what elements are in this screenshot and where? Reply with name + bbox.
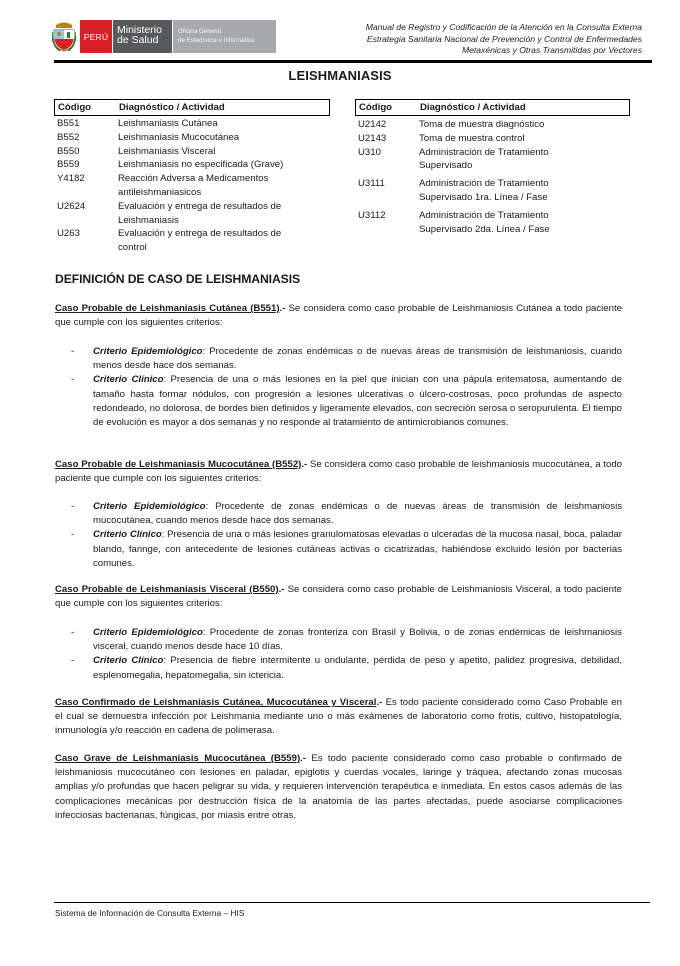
case-definition-cutanea	[55, 302, 622, 330]
case-text: Es todo paciente considerado como Caso Probable en el cual se demuestra infección por Leishmania mediante uno o más exámenes de laboratorio como frotis, cultivo, histopatología, inmunología y/o reacción en cadena de polimerasa.	[55, 697, 622, 737]
ministry-line-2: de Salud	[117, 34, 159, 46]
code-cell: U2624	[57, 200, 86, 212]
diagnosis-cell: Toma de muestra diagnóstico	[419, 119, 545, 130]
criteria-list	[70, 345, 622, 430]
criterion-item	[70, 500, 622, 528]
diagnosis-cell: Leishmaniasis Visceral	[118, 145, 216, 157]
diagnosis-cell: Administración de Tratamiento Supervisado 1ra. Línea / Fase	[419, 178, 549, 203]
criterion-label: Criterio Clínico	[93, 655, 164, 667]
diagnosis-cell: Reacción Adversa a Medicamentos antileishmaniasicos	[118, 173, 269, 198]
table-row	[355, 118, 630, 132]
criterion-item	[70, 373, 622, 430]
code-cell: U2143	[358, 132, 387, 144]
criterion-item	[70, 654, 622, 682]
criteria-list	[70, 626, 622, 683]
code-cell: U3111	[358, 178, 385, 190]
diagnosis-cell: Evaluación y entrega de resultados de Leishmaniasis	[118, 200, 282, 226]
criterion-text: : Presencia de fiebre intermitente u ondulante, pérdida de peso y apetito, palidez progresiva, debilidad, esplenomegalia, hepatomegalia, sin ictericia.	[93, 655, 623, 681]
criterion-text: : Procedente de zonas fronteriza con Brasil y Bolivia, o de zonas endémicas de leishmaniosis visceral, cuando menos desde hace 10 días.	[93, 627, 622, 653]
diagnosis-cell: Evaluación y entrega de resultados de control	[118, 228, 282, 254]
criterion-label: Criterio Epidemiológico	[93, 501, 206, 512]
footer-divider	[54, 902, 650, 903]
peru-coat-of-arms-icon	[52, 20, 76, 53]
separator: .-	[376, 697, 383, 708]
code-cell: Y4182	[57, 173, 85, 185]
diagnosis-cell: Leishmaniasis Mucocutánea	[118, 131, 240, 143]
bullet: -	[71, 374, 75, 386]
case-text: Se considera como caso probable de Leishmaniosis Cutánea a todo paciente que cumple con los siguientes criterios:	[55, 303, 622, 329]
office-name	[172, 20, 276, 53]
code-cell: B551	[57, 118, 80, 129]
bullet: -	[71, 655, 75, 667]
code-cell: B550	[57, 145, 80, 157]
case-text: Se considera como caso probable de Leishmaniosis Visceral, a todo paciente que cumple con los siguientes criterios:	[55, 584, 622, 610]
case-title: Caso Probable de Leishmaniasis Visceral (B550)	[55, 584, 279, 595]
criterion-label: Criterio Epidemiológico	[93, 346, 203, 357]
ministry-name	[112, 20, 172, 53]
criterion-item	[70, 528, 622, 571]
diagnosis-cell: Toma de muestra control	[419, 132, 525, 144]
separator: .-	[300, 753, 307, 764]
document-header-title	[366, 22, 642, 57]
criterion-item	[70, 626, 622, 654]
table-row	[54, 158, 330, 172]
bullet: -	[71, 627, 75, 638]
code-cell: B559	[57, 159, 80, 171]
header-line-1: Manual de Registro y Codificación de la Atención en la Consulta Externa	[365, 22, 642, 32]
table-row	[355, 132, 630, 146]
separator: .-	[301, 459, 308, 470]
table-row	[54, 131, 330, 145]
case-text: Es todo paciente considerado como caso probable o confirmado de leishmaniosis mucocutáneo con lesiones en paladar, epiglotis y cuerdas vocales, laringe y tráquea, afectando zonas mucosas amplias y/o profundas que hacen peligrar su vida, y requieren intervención terapéutica e inmediata. En estos casos además de las complicaciones mecánicas por destrucción física de la anatomía de las partes afectadas, puede asociarse complicaciones infecciosas bacterianas, fúngicas, por miasis entre otras.	[55, 753, 623, 821]
table-row	[54, 145, 330, 159]
header-diagnosis: Diagnóstico / Actividad	[119, 101, 225, 113]
ministry-line-1: Ministerio	[117, 24, 162, 36]
case-text: Se considera como caso probable de leishmaniosis mucocutánea, a todo paciente que cumple con los siguientes criterios:	[55, 459, 622, 485]
diagnosis-cell: Leishmaniasis no especificada (Grave)	[118, 159, 284, 171]
criterion-label: Criterio Clínico	[93, 374, 164, 386]
case-title: Caso Confirmado de Leishmaniasis Cutánea, Mucocutánea y Visceral	[55, 697, 377, 708]
code-cell: U310	[358, 146, 381, 158]
diagnosis-cell: Leishmaniasis Cutánea	[118, 118, 218, 129]
table-row	[355, 146, 630, 174]
code-cell: U263	[57, 228, 80, 240]
criterion-text: : Presencia de una o más lesiones en la piel que inician con una pápula eritematosa, aumentando de tamaño hasta formar nódulos, con progresión a lesiones ulcerativas o úlcero-costrosas, poco profundas de aspecto redondeado, no dolorosa, de bordes bien definidos y ligeramente elevados, con secreción serosa o seropurulenta. El tiempo de evolución es mayor a dos semanas y no responde al tratamiento de antimicrobianos comunes.	[93, 374, 622, 429]
office-line-1: Oficina General	[178, 28, 221, 35]
header-divider	[54, 60, 652, 63]
header-diagnosis: Diagnóstico / Actividad	[420, 101, 526, 113]
table-row	[355, 177, 630, 205]
criterion-text: : Procedente de zonas endémicas o de nuevas áreas de transmisión de leishmaniosis mucocutánea, cuando menos desde hace dos semanas.	[93, 501, 622, 527]
diagnosis-cell: Administración de Tratamiento Supervisado	[419, 146, 549, 172]
bullet: -	[71, 501, 75, 512]
codes-table-left	[54, 99, 330, 255]
table-row	[54, 172, 330, 200]
case-definition-confirmado	[55, 696, 622, 739]
separator: .-	[279, 303, 286, 314]
case-definition-mucocutanea	[55, 458, 622, 486]
criterion-item	[70, 345, 622, 373]
section-title: DEFINICIÓN DE CASO DE LEISHMANIASIS	[55, 272, 301, 286]
country-label: PERÚ	[80, 20, 112, 53]
case-title: Caso Grave de Leishmaniasis Mucocutánea (B559)	[55, 753, 301, 764]
code-cell: U2142	[358, 119, 387, 130]
code-cell: U3112	[358, 209, 386, 221]
header-line-3: Metaxénicas y Otras Transmitidas por Vectores	[461, 45, 642, 56]
header-code: Código	[58, 101, 92, 113]
page-title: LEISHMANIASIS	[288, 68, 392, 83]
table-row	[54, 200, 330, 228]
criterion-text: : Presencia de una o más lesiones granulomatosas elevadas o ulceradas de la mucosa nasal, boca, paladar blando, faringe, con antecedente de lesiones cutáneas activas o cicatrizadas, habiéndose excluido lesión por bacterias comunes.	[93, 529, 622, 569]
criterion-text: : Procedente de zonas endémicas o de nuevas áreas de transmisión de leishmaniosis, cuando menos desde hace dos semanas.	[93, 346, 622, 372]
case-title: Caso Probable de Leishmaniasis Mucocutánea (B552)	[55, 459, 302, 470]
separator: .-	[278, 584, 285, 595]
header-line-2: Estrategia Sanitaria Nacional de Prevención y Control de Enfermedades	[366, 33, 642, 44]
table-header	[355, 99, 630, 116]
table-row	[54, 117, 330, 131]
header-code: Código	[359, 101, 393, 113]
minsa-logo	[52, 20, 276, 53]
case-definition-grave	[55, 752, 622, 823]
bullet: -	[71, 529, 75, 541]
diagnosis-cell: Administración de Tratamiento Supervisado 2da. Línea / Fase	[419, 209, 550, 235]
criterion-label: Criterio Clínico	[93, 529, 162, 541]
case-title: Caso Probable de Leishmaniasis Cutánea (B551)	[55, 303, 280, 314]
table-row	[54, 227, 330, 255]
codes-table-right	[355, 99, 630, 236]
code-cell: B552	[57, 131, 80, 143]
bullet: -	[71, 346, 75, 357]
footer-text: Sistema de Información de Consulta Externa – HIS	[55, 908, 245, 918]
criteria-list	[70, 500, 622, 571]
case-definition-visceral	[55, 583, 622, 611]
criterion-label: Criterio Epidemiológico	[93, 627, 203, 638]
office-line-2: de Estadística e Informática	[178, 37, 255, 44]
table-header	[54, 99, 330, 116]
table-row	[355, 209, 630, 237]
